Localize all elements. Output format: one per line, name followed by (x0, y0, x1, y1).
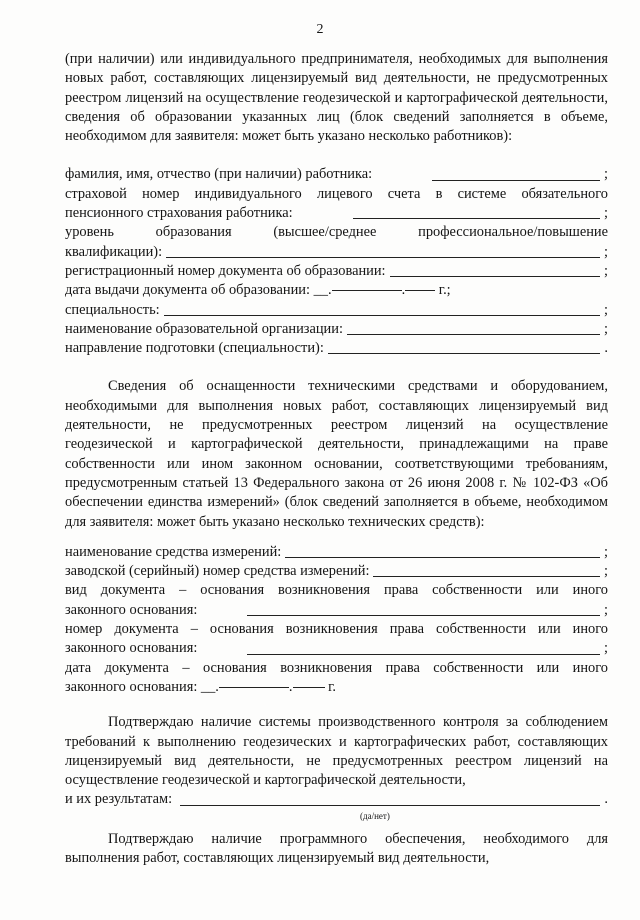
edu-org-label: наименование образовательной организации: (65, 320, 343, 337)
semicolon: ; (604, 543, 608, 560)
specialty-label: специальность: (65, 301, 160, 318)
snils-label: страховой номер индивидуального лицевого счета в системе обязательного (65, 185, 608, 202)
page-number: 2 (316, 22, 324, 37)
specialty-row (65, 301, 608, 320)
semicolon: ; (604, 166, 608, 183)
edu-level-row (65, 243, 608, 262)
instrument-name-row (65, 543, 608, 562)
ownership-doc-date-row (65, 678, 608, 697)
instrument-name-field[interactable] (285, 556, 600, 558)
semicolon: ; (604, 205, 608, 222)
ownership-doc-number-field[interactable] (247, 653, 600, 655)
period: . (604, 340, 608, 357)
serial-number-row (65, 562, 608, 581)
doc-date-row (65, 281, 608, 300)
semicolon: ; (604, 262, 608, 279)
intro-paragraph: (при наличии) или индивидуального предпринимателя, необходимых для выполнения новых работ, составляющих лицензируемый вид деятельности, не предусмотренных реестром лицензий на осуществление геодезической и картографической деятельности, сведения об образовании указанных лиц (блок сведений заполняется в объеме, необходимом для заявителя: может быть указано несколько работников): (65, 51, 608, 145)
worker-name-label: фамилия, имя, отчество (при наличии) работника: (65, 166, 373, 183)
ownership-doc-number-row (65, 639, 608, 658)
semicolon: ; (604, 563, 608, 580)
production-control-paragraph: Подтверждаю наличие системы производственного контроля за соблюдением требований к выполнению геодезических и картографических работ, составляющих лицензируемый вид деятельности, не предусмотренных реестром лицензий на осуществление геодезической и картографической деятельности, (65, 714, 608, 789)
ownership-doc-type-label-cont: законного основания: (65, 601, 198, 618)
edu-org-row (65, 320, 608, 339)
doc-reg-number-field[interactable] (390, 275, 600, 277)
document-body (65, 50, 608, 868)
doc-reg-number-row (65, 262, 608, 281)
ownership-doc-number-label: номер документа – основания возникновения права собственности или иного (65, 621, 608, 638)
semicolon: ; (604, 601, 608, 618)
ownership-doc-type-row (65, 601, 608, 620)
period: . (604, 791, 608, 808)
ownership-doc-type-label: вид документа – основания возникновения права собственности или иного (65, 582, 608, 599)
serial-number-label: заводской (серийный) номер средства измерений: (65, 563, 370, 580)
edu-level-label: уровень образования (высшее/среднее профессиональное/повышение (65, 224, 608, 241)
worker-name-row (65, 165, 608, 184)
software-paragraph: Подтверждаю наличие программного обеспечения, необходимого для выполнения работ, составляющих лицензируемый вид деятельности, (65, 830, 608, 866)
semicolon: ; (604, 243, 608, 260)
doc-date-label: дата выдачи документа об образовании: __. (65, 282, 332, 299)
ownership-doc-date-month-field[interactable] (219, 686, 289, 688)
snils-label-cont: пенсионного страхования работника: (65, 205, 293, 222)
ownership-doc-date-label: дата документа – основания возникновения права собственности или иного (65, 659, 608, 676)
specialty-field[interactable] (164, 314, 600, 316)
direction-field[interactable] (328, 352, 601, 354)
production-control-label: и их результатам: (65, 791, 173, 808)
date-separator: . (288, 678, 293, 695)
worker-name-field[interactable] (432, 179, 600, 181)
ownership-doc-date-year-field[interactable] (293, 686, 325, 688)
edu-level-field[interactable] (166, 256, 600, 258)
date-separator: . (401, 282, 406, 299)
semicolon: ; (604, 301, 608, 318)
edu-org-field[interactable] (347, 333, 600, 335)
ownership-doc-number-label-cont: законного основания: (65, 640, 198, 657)
instrument-name-label: наименование средства измерений: (65, 543, 282, 560)
ownership-doc-type-field[interactable] (247, 614, 600, 616)
snils-row (65, 204, 608, 223)
edu-level-label-cont: квалификации): (65, 243, 163, 260)
doc-reg-number-label: регистрационный номер документа об образовании: (65, 262, 386, 279)
production-control-answer-row (65, 790, 608, 809)
direction-row (65, 339, 608, 358)
doc-date-year-field[interactable] (405, 289, 435, 291)
serial-number-field[interactable] (373, 575, 600, 577)
semicolon: ; (604, 320, 608, 337)
semicolon: ; (604, 640, 608, 657)
yes-no-caption: (да/нет) (360, 810, 390, 821)
year-suffix: г. (328, 678, 337, 695)
ownership-doc-date-label-cont: законного основания: __. (65, 678, 219, 695)
equipment-intro-paragraph: Сведения об оснащенности техническими средствами и оборудованием, необходимыми для выполнения новых работ, составляющих лицензируемый вид деятельности, не предусмотренных реестром лицензий на осуществление геодезической и картографической деятельности, принадлежащими на праве собственности или ином законном основании, соответствующими требованиям, предусмотренным статьей 13 Федерального закона от 26 июня 2008 г. № 102-ФЗ «Об обеспечении единства измерений» (блок сведений заполняется в объеме, необходимом для заявителя: может быть указано несколько технических средств): (65, 378, 608, 530)
direction-label: направление подготовки (специальности): (65, 340, 324, 357)
production-control-answer-field[interactable] (180, 804, 600, 806)
doc-date-month-field[interactable] (332, 289, 402, 291)
snils-field[interactable] (353, 217, 600, 219)
year-suffix: г.; (438, 282, 451, 299)
